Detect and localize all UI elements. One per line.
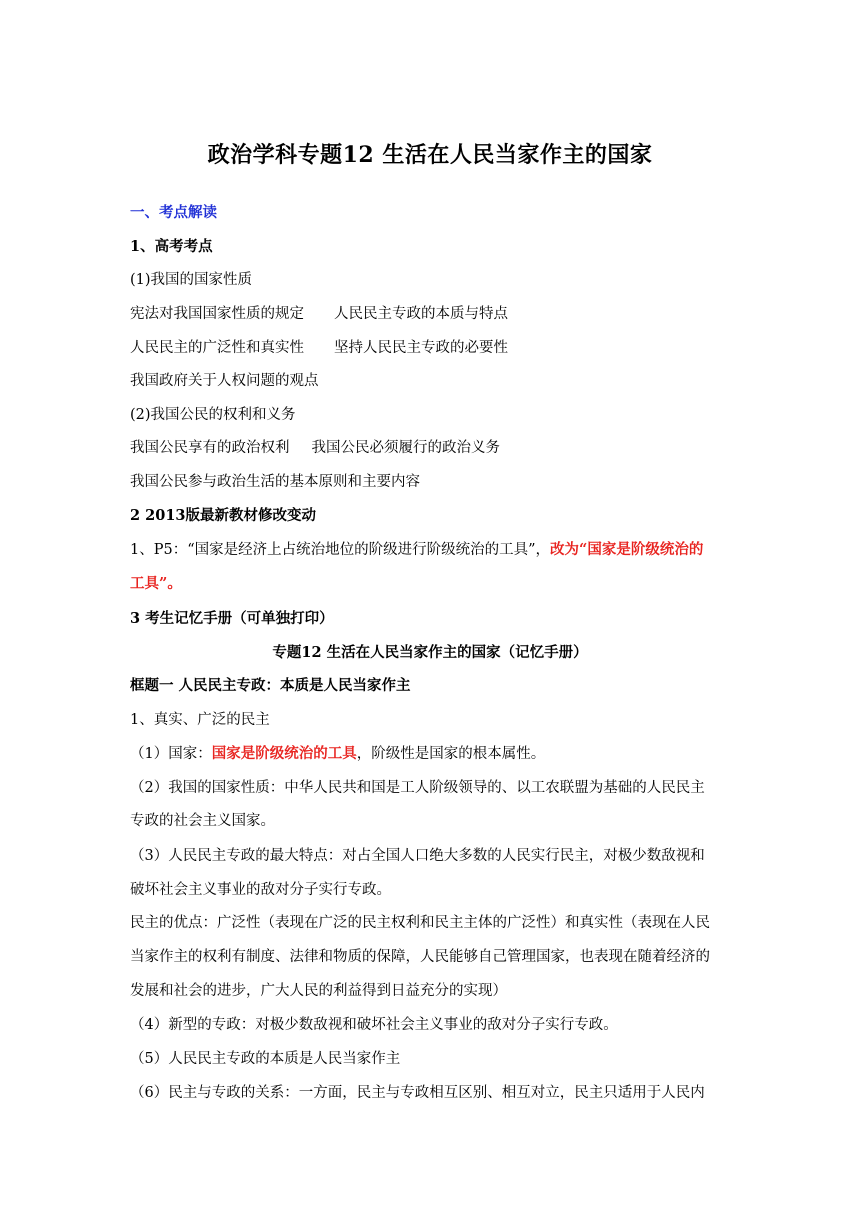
sub-heading: (1)我国的国家性质: [130, 272, 253, 288]
text-line: 发展和社会的进步，广大人民的利益得到日益充分的实现）: [130, 983, 507, 999]
text-segment: 人民民主的广泛性和真实性: [130, 340, 304, 356]
text-line: （3）人民民主专政的最大特点：对占全国人口绝大多数的人民实行民主，对极少数敌视和: [130, 848, 705, 864]
revision-heading: 2 2013版最新教材修改变动: [130, 507, 316, 524]
text-line: （2）我国的国家性质：中华人民共和国是工人阶级领导的、以工农联盟为基础的人民民主: [130, 780, 705, 796]
text-segment: （1）国家：: [130, 746, 212, 762]
text-line: [130, 304, 730, 324]
text-line: 破坏社会主义事业的敌对分子实行专政。: [130, 882, 391, 898]
sub-heading: (2)我国公民的权利和义务: [130, 407, 296, 423]
highlight-text: 工具”。: [130, 575, 182, 592]
text-line: （6）民主与专政的关系：一方面，民主与专政相互区别、相互对立，民主只适用于人民内: [130, 1085, 705, 1101]
text-line: 当家作主的权利有制度、法律和物质的保障，人民能够自己管理国家，也表现在随着经济的: [130, 949, 710, 965]
text-line: [130, 744, 730, 764]
handbook-heading: 3 考生记忆手册（可单独打印）: [130, 610, 334, 627]
text-line: 专政的社会主义国家。: [130, 813, 275, 829]
handbook-title: 专题12 生活在人民当家作主的国家（记忆手册）: [272, 644, 588, 661]
text-segment: 我国公民必须履行的政治义务: [311, 440, 500, 456]
text-segment: 坚持人民民主专政的必要性: [334, 340, 508, 356]
frame-heading: 框题一 人民民主专政：本质是人民当家作主: [130, 677, 411, 694]
text-line: [130, 338, 730, 358]
page-title: 政治学科专题12 生活在人民当家作主的国家: [207, 142, 653, 168]
text-segment: 1、P5：“国家是经济上占统治地位的阶级进行阶级统治的工具”，: [130, 542, 551, 558]
text-line: [130, 438, 730, 458]
text-line: 民主的优点：广泛性（表现在广泛的民主权利和民主主体的广泛性）和真实性（表现在人民: [130, 915, 710, 931]
highlight-text: 改为“国家是阶级统治的: [550, 541, 704, 558]
text-line: 1、真实、广泛的民主: [130, 712, 270, 728]
text-line: 我国公民参与政治生活的基本原则和主要内容: [130, 474, 420, 490]
text-line: 我国政府关于人权问题的观点: [130, 373, 319, 389]
text-segment: 宪法对我国国家性质的规定: [130, 306, 304, 322]
text-segment: ，阶级性是国家的根本属性。: [356, 746, 546, 762]
revision-line: [130, 540, 730, 560]
text-segment: 人民民主专政的本质与特点: [334, 306, 508, 322]
text-line: （5）人民民主专政的本质是人民当家作主: [130, 1051, 401, 1067]
section-heading: 一、考点解读: [130, 204, 217, 221]
highlight-text: 国家是阶级统治的工具: [211, 745, 357, 762]
text-line: （4）新型的专政：对极少数敌视和破坏社会主义事业的敌对分子实行专政。: [130, 1017, 618, 1033]
exam-points-heading: 1、高考考点: [130, 238, 213, 255]
text-segment: 我国公民享有的政治权利: [130, 440, 290, 456]
